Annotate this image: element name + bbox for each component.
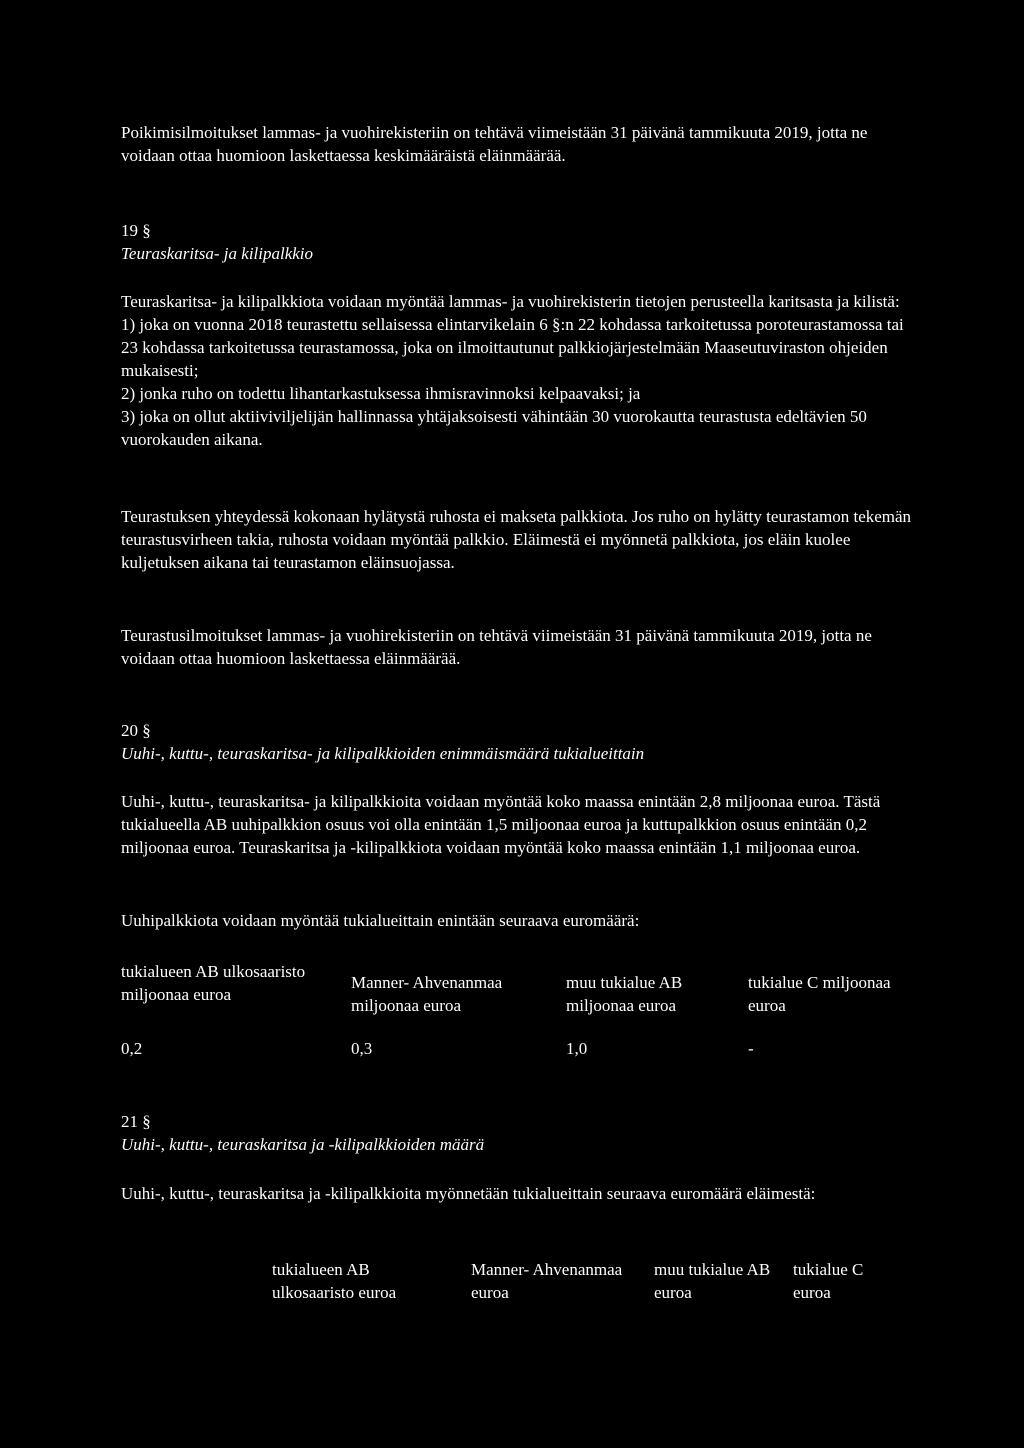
table-header-cell: tukialue C miljoonaa euroa	[748, 973, 891, 1015]
table-header-cell: tukialueen AB ulkosaaristo miljoonaa euroa	[121, 962, 306, 1004]
section-21-paragraph-1-block	[121, 1182, 921, 1205]
section-20-paragraph-2-block	[121, 909, 921, 932]
section-21-number: 21 §	[121, 1112, 151, 1131]
intro-paragraph-block	[121, 121, 921, 167]
section-20-paragraph-1-block	[121, 790, 921, 859]
table-header-cell: muu tukialue AB miljoonaa euroa	[566, 973, 683, 1015]
table-value-cell: 0,3	[351, 1039, 373, 1058]
table-header-cell: Manner- Ahvenanmaa euroa	[471, 1260, 623, 1302]
section-19-item-3: 3) joka on ollut aktiiviviljelijän hallinnassa yhtäjaksoisesti vähintään 30 vuorokautta teurastusta edeltävien 50 vuorokauden aikana.	[121, 407, 867, 449]
section-19-heading	[121, 219, 921, 265]
section-20-paragraph-1: Uuhi-, kuttu-, teuraskaritsa- ja kilipalkkioita voidaan myöntää koko maassa enintään 2,8 miljoonaa euroa. Tästä tukialueella AB uuhipalkkion osuus voi olla enintään 1,5 miljoonaa euroa ja kuttupalkkion osuus enintään 0,2 miljoonaa euroa. Teuraskaritsa ja -kilipalkkiota voidaan myöntää koko maassa enintään 1,1 miljoonaa euroa.	[121, 792, 881, 857]
table-header-cell: tukialue C euroa	[793, 1260, 864, 1302]
section-21-title: Uuhi-, kuttu-, teuraskaritsa ja -kilipalkkioiden määrä	[121, 1135, 485, 1154]
table-header-cell: tukialueen AB ulkosaaristo euroa	[272, 1260, 397, 1302]
section-19-body	[121, 290, 921, 451]
table-value-cell: 1,0	[566, 1039, 588, 1058]
section-19-item-1: 1) joka on vuonna 2018 teurastettu sellaisessa elintarvikelain 6 §:n 22 kohdassa tarkoitetussa poroteurastamossa tai 23 kohdassa tarkoitetussa teurastamossa, joka on ilmoittautunut palkkiojärjestelmään Maaseutuviraston ohjeiden mukaisesti;	[121, 315, 904, 380]
section-19-paragraph-3-block	[121, 624, 921, 670]
section-19-item-2: 2) jonka ruho on todettu lihantarkastuksessa ihmisravinnoksi kelpaavaksi; ja	[121, 384, 641, 403]
section-20-number: 20 §	[121, 721, 151, 740]
section-19-lead: Teuraskaritsa- ja kilipalkkiota voidaan myöntää lammas- ja vuohirekisterin tietojen perusteella karitsasta ja kilistä:	[121, 292, 900, 311]
section-20-title: Uuhi-, kuttu-, teuraskaritsa- ja kilipalkkioiden enimmäismäärä tukialueittain	[121, 744, 645, 763]
section-21-paragraph-1: Uuhi-, kuttu-, teuraskaritsa ja -kilipalkkioita myönnetään tukialueittain seuraava euromäärä eläimestä:	[121, 1184, 816, 1203]
section-19-number: 19 §	[121, 221, 151, 240]
table-value-cell: -	[748, 1039, 754, 1058]
section-20-paragraph-2: Uuhipalkkiota voidaan myöntää tukialueittain enintään seuraava euromäärä:	[121, 911, 640, 930]
section-19-title: Teuraskaritsa- ja kilipalkkio	[121, 244, 314, 263]
section-19-paragraph-3: Teurastusilmoitukset lammas- ja vuohirekisteriin on tehtävä viimeistään 31 päivänä tammikuuta 2019, jotta ne voidaan ottaa huomioon laskettaessa eläinmäärää.	[121, 626, 872, 668]
table-value-cell: 0,2	[121, 1039, 143, 1058]
section-20-table	[0, 960, 1024, 1060]
section-20-heading	[121, 719, 921, 765]
section-21-heading	[121, 1110, 921, 1156]
table-header-cell: Manner- Ahvenanmaa miljoonaa euroa	[351, 973, 503, 1015]
section-19-paragraph-2: Teurastuksen yhteydessä kokonaan hylätystä ruhosta ei makseta palkkiota. Jos ruho on hylätty teurastamon tekemän teurastusvirheen takia, ruhosta voidaan myöntää palkkio. Eläimestä ei myönnetä palkkiota, jos eläin kuolee kuljetuksen aikana tai teurastamon eläinsuojassa.	[121, 507, 912, 572]
table-header-cell: muu tukialue AB euroa	[654, 1260, 771, 1302]
section-21-table	[0, 1258, 1024, 1308]
section-19-paragraph-2-block	[121, 505, 921, 574]
intro-paragraph: Poikimisilmoitukset lammas- ja vuohirekisteriin on tehtävä viimeistään 31 päivänä tammikuuta 2019, jotta ne voidaan ottaa huomioon laskettaessa keskimääräistä eläinmäärää.	[121, 123, 868, 165]
